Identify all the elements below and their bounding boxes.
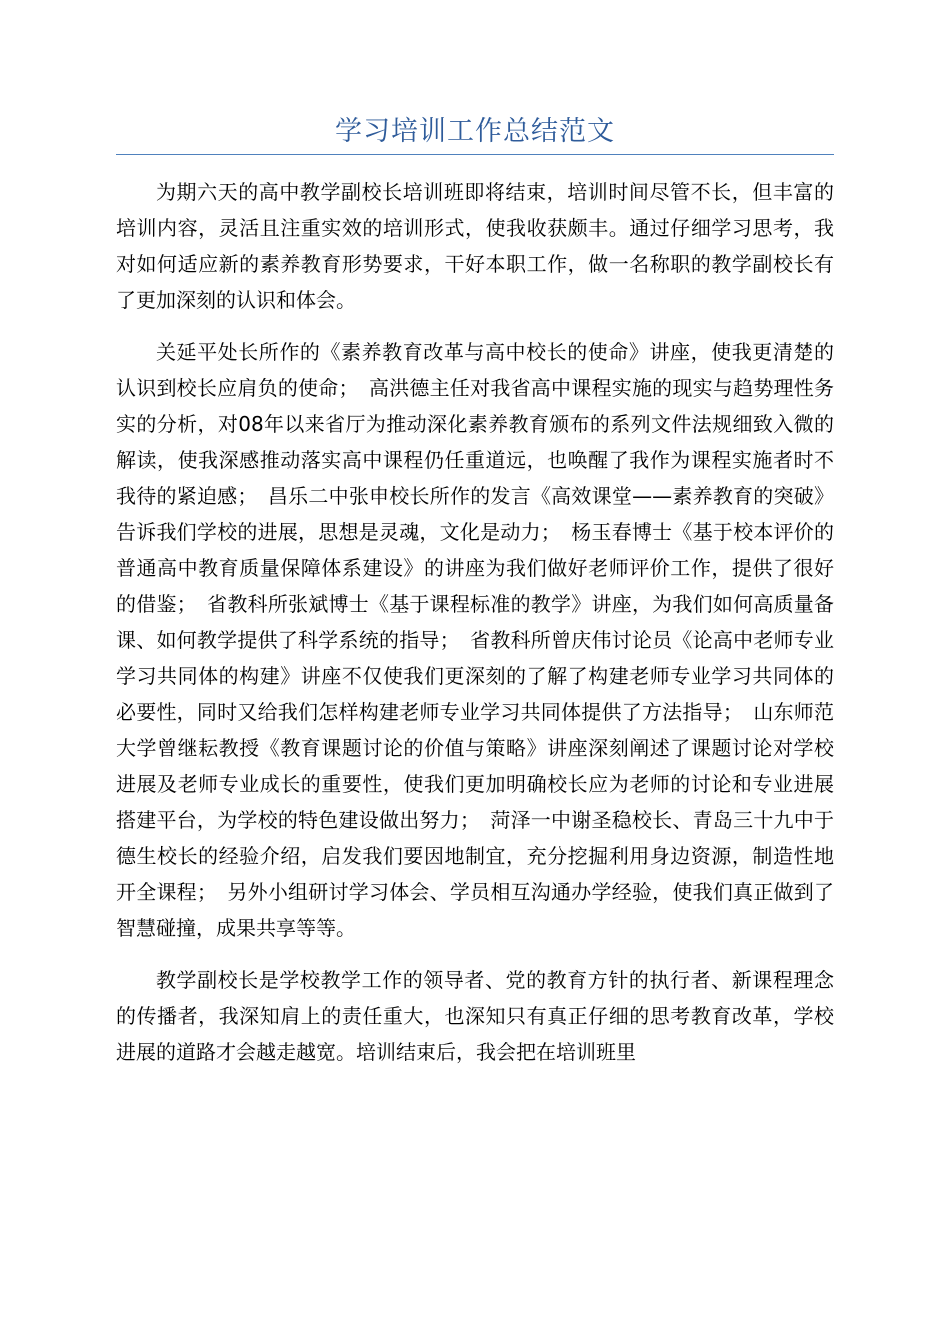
paragraph-3: 教学副校长是学校教学工作的领导者、党的教育方针的执行者、新课程理念的传播者，我深知肩上的责任重大，也深知只有真正仔细的思考教育改革，学校进展的道路才会越走越宽。培训结束后，我会把在培训班里 (116, 968, 834, 1064)
paragraph-2: 关延平处长所作的《素养教育改革与高中校长的使命》讲座，使我更清楚的认识到校长应肩负的使命； 高洪德主任对我省高中课程实施的现实与趋势理性务实的分析，对08年以来省厅为推动深化素养教育颁布的系列文件法规细致入微的解读，使我深感推动落实高中课程仍任重道远，也唤醒了我作为课程实施者时不我待的紧迫感； 昌乐二中张申校长所作的发言《高效课堂——素养教育的突破》告诉我们学校的进展，思想是灵魂，文化是动力； 杨玉春博士《基于校本评价的普通高中教育质量保障体系建设》的讲座为我们做好老师评价工作，提供了很好的借鉴； 省教科所张斌博士《基于课程标准的教学》讲座，为我们如何高质量备课、如何教学提供了科学系统的指导； 省教科所曾庆伟讨论员《论高中老师专业学习共同体的构建》讲座不仅使我们更深刻的了解了构建老师专业学习共同体的必要性，同时又给我们怎样构建老师专业学习共同体提供了方法指导； 山东师范大学曾继耘教授《教育课题讨论的价值与策略》讲座深刻阐述了课题讨论对学校进展及老师专业成长的重要性，使我们更加明确校长应为老师的讨论和专业进展搭建平台，为学校的特色建设做出努力； 菏泽一中谢圣稳校长、青岛三十九中于德生校长的经验介绍，启发我们要因地制宜，充分挖掘利用身边资源，制造性地开全课程； 另外小组研讨学习体会、学员相互沟通办学经验，使我们真正做到了智慧碰撞，成果共享等等。 (116, 340, 834, 940)
document-body (116, 174, 834, 1086)
paragraph-1: 为期六天的高中教学副校长培训班即将结束，培训时间尽管不长，但丰富的培训内容，灵活且注重实效的培训形式，使我收获颇丰。通过仔细学习思考，我对如何适应新的素养教育形势要求，干好本职工作，做一名称职的教学副校长有了更加深刻的认识和体会。 (116, 180, 834, 312)
title-divider (116, 154, 834, 155)
document-title: 学习培训工作总结范文 (335, 116, 615, 147)
